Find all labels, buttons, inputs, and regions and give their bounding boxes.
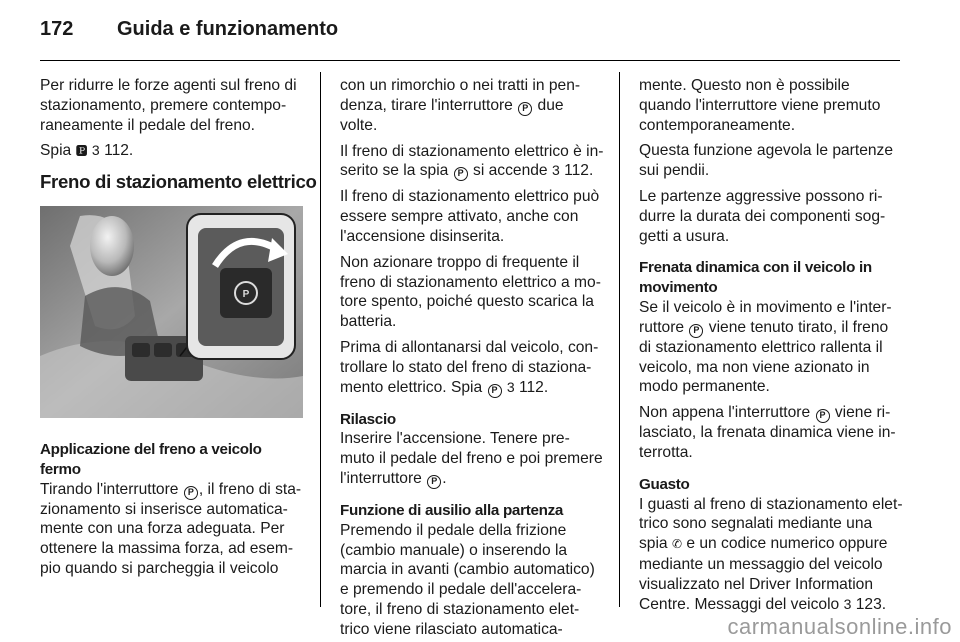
parking-brake-switch-icon: P: [518, 102, 532, 116]
parking-brake-lamp-icon: P: [454, 167, 468, 181]
paragraph-lamp-ref: Spia 🅿︎ 3 112.: [40, 142, 134, 160]
section-title: Guida e funzionamento: [117, 18, 339, 40]
subheading-drive-away-assist: Funzione di ausilio alla partenza: [340, 501, 564, 519]
parking-brake-switch-icon: P: [184, 486, 198, 500]
paragraph-release: Inserire l'accensione. Tenere pre- muto il pedale del freno e poi premere l'interruttore P .: [340, 430, 603, 487]
paragraph-dynamic-braking: Se il veicolo è in movimento e l'inter- ruttore P viene tenuto tirato, il freno di stazionamento elettrico rallenta il veicolo, ma non viene azionato in modo permanente.: [639, 298, 892, 396]
paragraph-battery: Non azionare troppo di frequente il freno di stazionamento elettrico a mo- tore spento, poiché questo scarica la batteria.: [340, 253, 601, 331]
page-reference-link[interactable]: 112.: [564, 162, 594, 180]
paragraph-check-status: Prima di allontanarsi dal veicolo, con- trollare lo stato del freno di staziona- mento elettrico. Spia P 3 112.: [340, 338, 599, 396]
service-lamp-icon: ✆: [671, 537, 683, 552]
paragraph-always-active: Il freno di stazionamento elettrico può essere sempre attivato, anche con l'accensione disinserita.: [340, 188, 600, 245]
subheading-release: Rilascio: [340, 410, 396, 428]
column-1: [40, 76, 317, 585]
paragraph-interrupted: Non appena l'interruttore P viene ri- lasciato, la frenata dinamica viene in- terrotta.: [639, 404, 896, 461]
xref-arrow-icon: 3: [506, 378, 515, 395]
column-divider-1: [320, 72, 321, 607]
column-divider-2: [619, 72, 620, 607]
xref-arrow-icon: 3: [91, 142, 100, 159]
svg-text:P: P: [242, 288, 250, 300]
watermark: carmanualsonline.info: [727, 614, 952, 639]
page-reference-link[interactable]: 112.: [104, 142, 134, 160]
paragraph-hills: Questa funzione agevola le partenze sui pendii.: [639, 142, 894, 180]
brake-pedal-lamp-icon: 🅿︎: [75, 144, 88, 159]
header-divider: [40, 60, 900, 61]
xref-arrow-icon: 3: [843, 595, 852, 612]
section-heading-electric-parking-brake: Freno di stazionamento elettrico: [40, 171, 317, 193]
parking-brake-switch-photo: [40, 206, 303, 418]
parking-brake-lamp-icon: P: [488, 384, 502, 398]
paragraph-fault: I guasti al freno di stazionamento elet- trico sono segnalati mediante una spia ✆ e un codice numerico oppure mediante un messaggio del veicolo visualizzato nel Driver Information Centre. Messaggi del veicolo 3 123.: [639, 495, 903, 613]
page-reference-link[interactable]: 123.: [855, 595, 887, 613]
page-reference-link[interactable]: 112.: [518, 378, 549, 396]
column-3: [639, 76, 907, 620]
paragraph-not-possible: mente. Questo non è possibile quando l'interruttore viene premuto contemporaneamente.: [639, 77, 881, 134]
parking-brake-switch-icon: P: [689, 324, 703, 338]
paragraph-intro: Per ridurre le forze agenti sul freno di stazionamento, premere contempo- raneamente il pedale del freno.: [40, 77, 297, 134]
paragraph-wear: Le partenze aggressive possono ri- durre la durata dei componenti sog- getti a usura.: [639, 187, 886, 245]
xref-arrow-icon: 3: [551, 162, 560, 179]
parking-brake-switch-icon: P: [427, 475, 441, 489]
paragraph-apply: Tirando l'interruttore P , il freno di sta- zionamento si inserisce automatica- mente con una forza adeguata. Per ottenere la massima forza, ad esem- pio quando si parcheggia il veicolo: [40, 480, 302, 577]
page-number: 172: [40, 18, 74, 40]
subheading-fault: Guasto: [639, 475, 690, 493]
paragraph-trailer: con un rimorchio o nei tratti in pen- denza, tirare l'interruttore P due volte.: [340, 77, 581, 134]
parking-brake-switch-icon: P: [816, 409, 830, 423]
column-2: [340, 76, 608, 642]
paragraph-engaged: Il freno di stazionamento elettrico è in- serito se la spia P si accende 3 112.: [340, 142, 604, 180]
paragraph-drive-away: Premendo il pedale della frizione (cambio manuale) o inserendo la marcia in avanti (cambio automatico) e premendo il pedale dell'accelera- tore, il freno di stazionamento elet- trico viene rilasciato automatica-: [340, 521, 595, 638]
subheading-apply-brake: Applicazione del freno a veicolo fermo: [40, 440, 262, 478]
subheading-dynamic-braking: Frenata dinamica con il veicolo in movimento: [639, 259, 872, 297]
page-header: [40, 18, 338, 48]
